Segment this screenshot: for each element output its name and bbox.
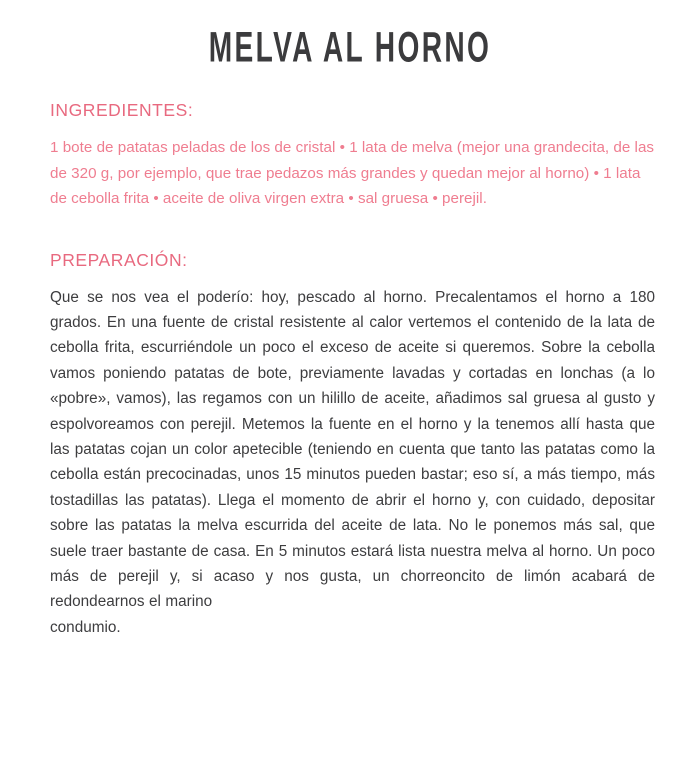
preparation-body (50, 285, 655, 641)
recipe-content (50, 100, 655, 640)
ingredients-list: 1 bote de patatas peladas de los de cristal • 1 lata de melva (mejor una grandecita, de las de 320 g, por ejemplo, que trae pedazos más grandes y quedan mejor al horno) • 1 lata de cebolla frita • aceite de oliva virgen extra • sal gruesa • perejil. (50, 139, 655, 207)
preparation-body-main: Que se nos vea el poderío: hoy, pescado al horno. Precalentamos el horno a 180 grados. En una fuente de cristal resistente al calor vertemos el contenido de la lata de cebolla frita, escurriéndole un poco el exceso de aceite si queremos. Sobre la cebolla vamos poniendo patatas de bote, previamente lavadas y cortadas en lonchas (a lo «pobre», vamos), las regamos con un hilillo de aceite, añadimos sal gruesa al gusto y espolvoreamos con perejil. Metemos la fuente en el horno y la tenemos allí hasta que las patatas cojan un color apetecible (teniendo en cuenta que tanto las patatas como la cebolla están precocinadas, unos 15 minutos pueden bastar; eso sí, a más tiempo, más tostadillas las patatas). Llega el momento de abrir el horno y, con cuidado, depositar sobre las patatas la melva escurrida del aceite de lata. No le ponemos más sal, que suele traer bastante de casa. En 5 minutos estará lista nuestra melva al horno. Un poco más de perejil y, si acaso y nos gusta, un chorreoncito de limón acabará de redondearnos el marino (50, 288, 655, 611)
page-title: MELVA AL HORNO (208, 24, 492, 72)
preparation-heading: PREPARACIÓN: (50, 249, 188, 270)
ingredients-heading: INGREDIENTES: (50, 100, 194, 120)
preparation-body-last-line: condumio. (50, 618, 121, 636)
section-divider (50, 212, 655, 250)
